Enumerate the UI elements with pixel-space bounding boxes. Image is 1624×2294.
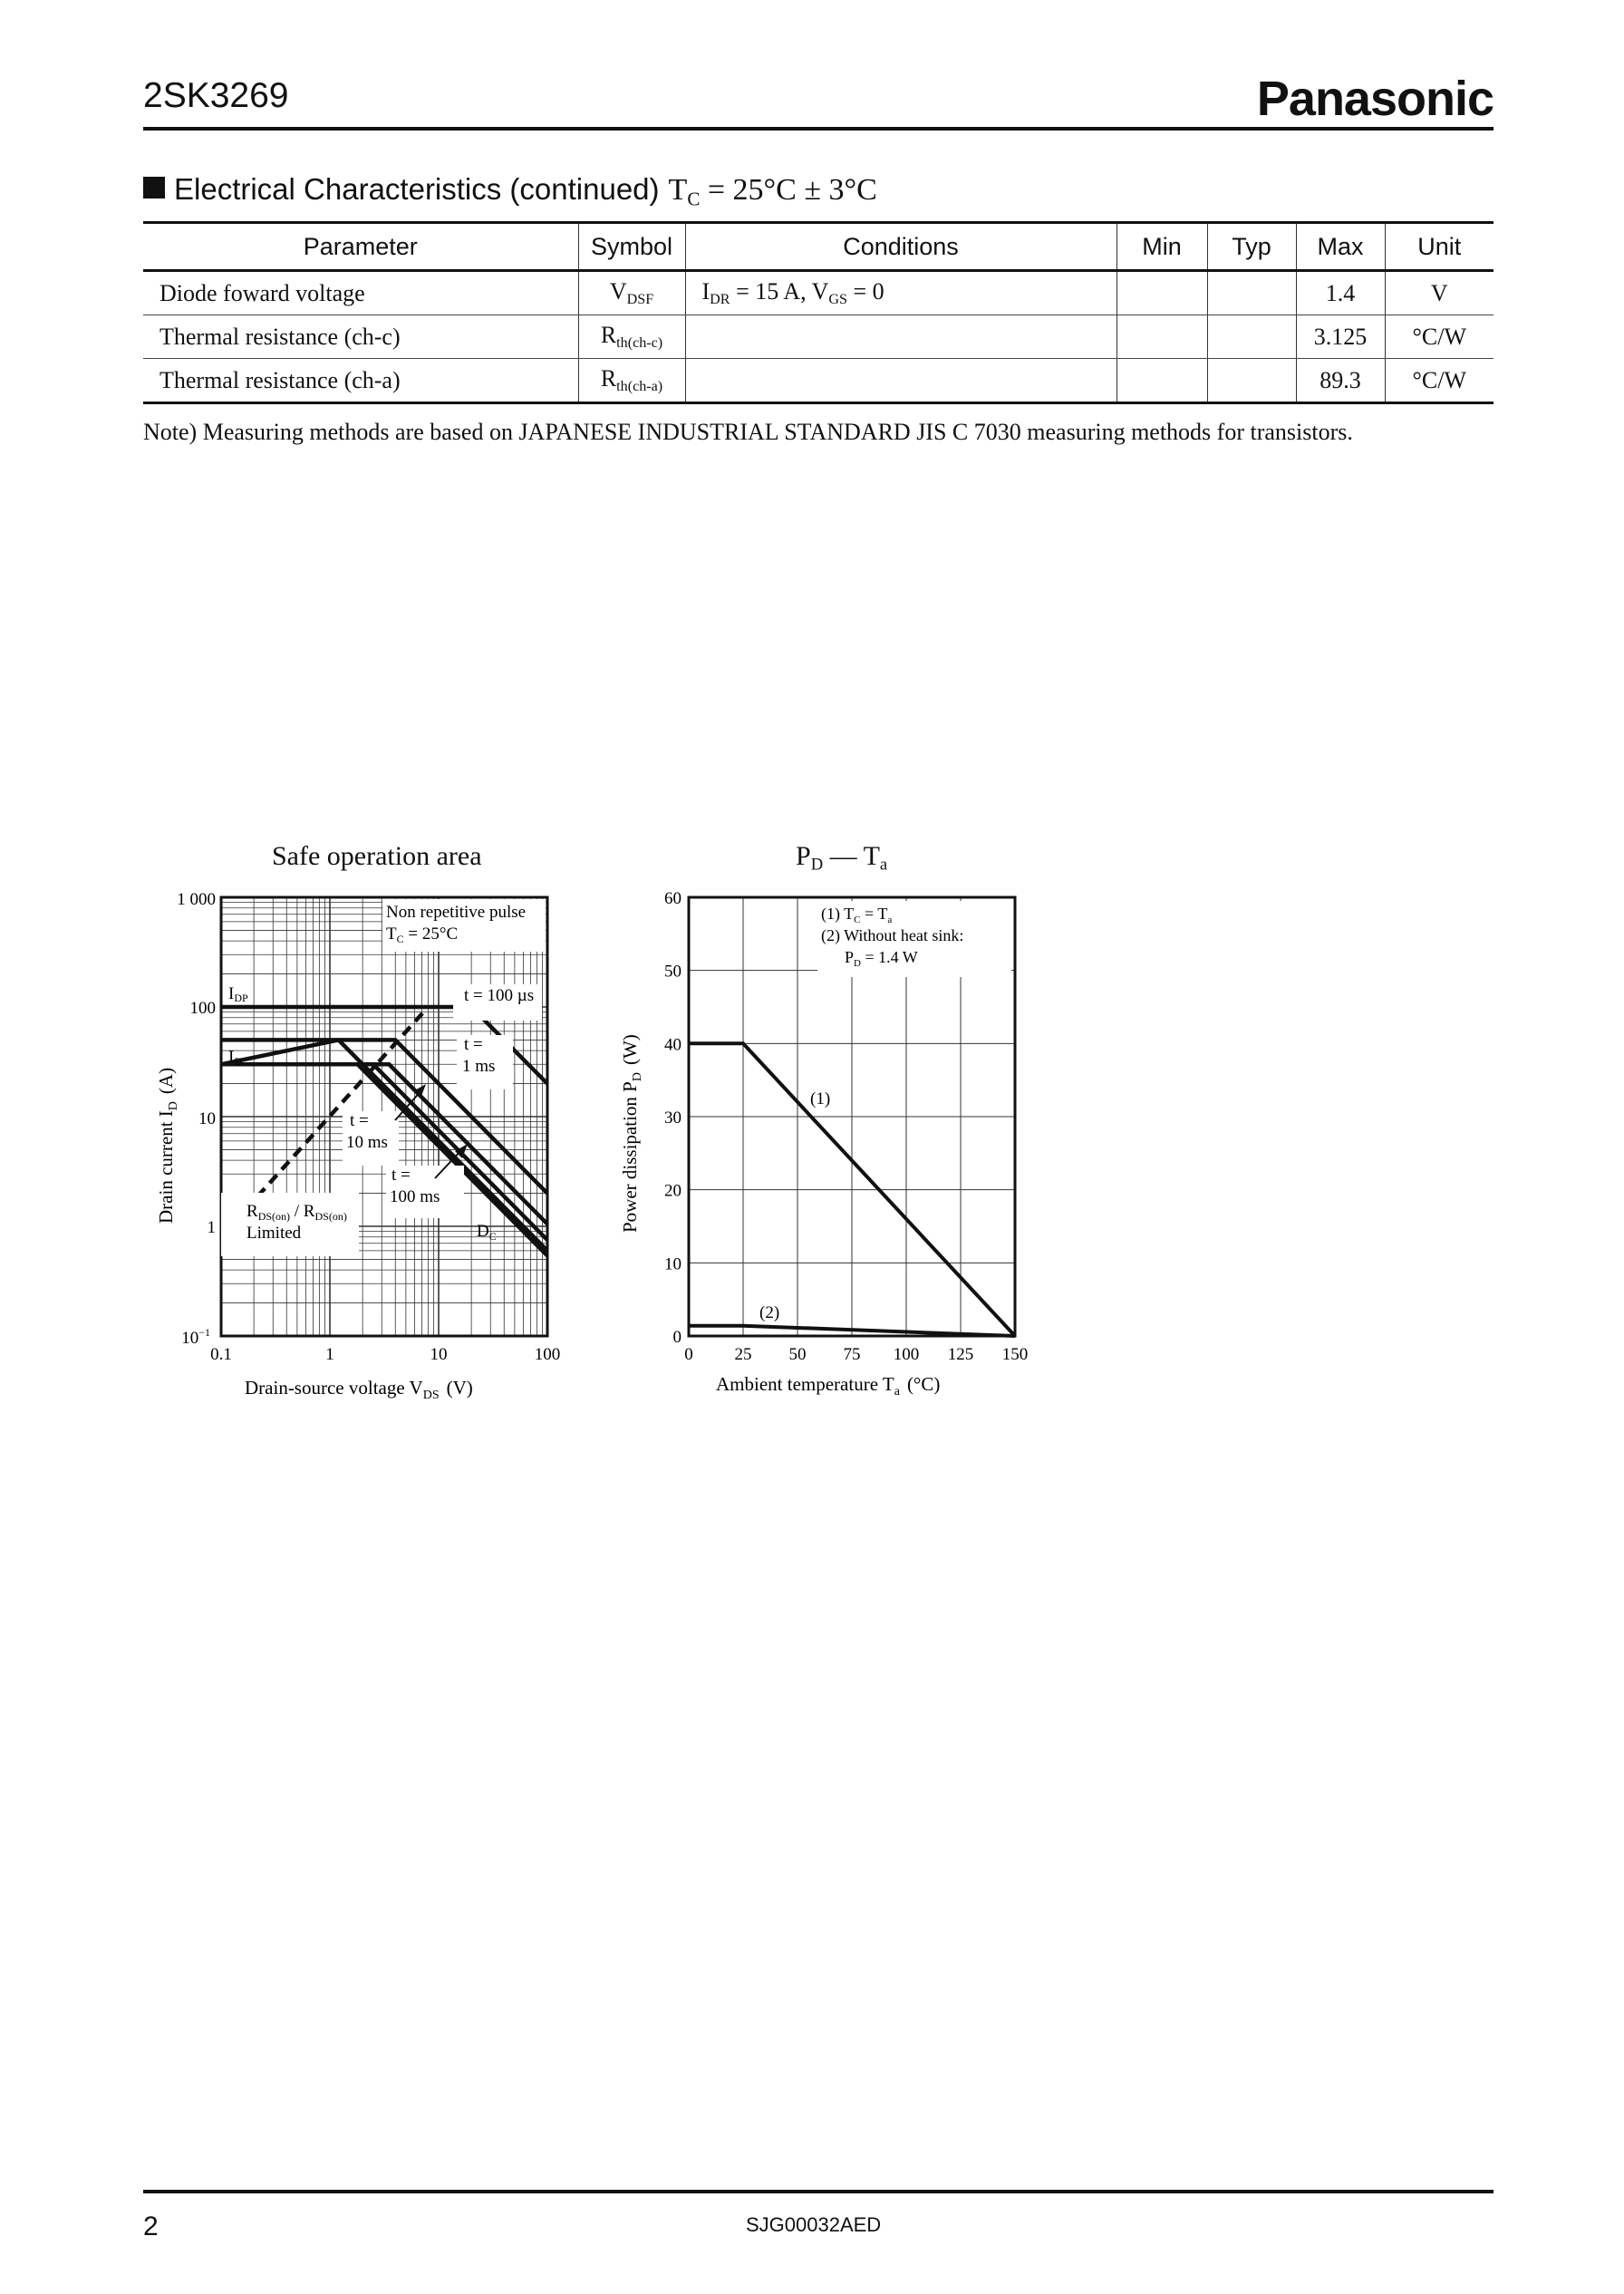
soa-t1ms-label-a: t = <box>464 1035 483 1054</box>
brand-logo: Panasonic <box>1256 72 1494 126</box>
section-title <box>143 172 877 210</box>
soa-chart-title: Safe operation area <box>272 841 482 871</box>
col-header-symbol: Symbol <box>578 223 685 271</box>
pd-ytick-label: 30 <box>664 1108 682 1128</box>
pd-ta-chart-title: $P_D$ — $T_a$ <box>796 841 888 875</box>
soa-ytick-1000: 1 000 <box>177 890 216 909</box>
soa-xtick-100: 100 <box>534 1345 561 1364</box>
pd-xtick-label: 0 <box>684 1345 693 1364</box>
cell-symbol: $V_{DSF}$ <box>578 271 685 315</box>
pd-ytick-label: 40 <box>664 1035 682 1055</box>
pd-xtick-label: 75 <box>843 1345 861 1364</box>
soa-id-label: ID <box>228 1048 242 1068</box>
page-number: 2 <box>143 2212 159 2241</box>
pd-ytick-label: 0 <box>672 1328 682 1347</box>
soa-t100ms-label-a: t = <box>392 1166 411 1185</box>
cell-typ <box>1207 315 1296 359</box>
col-header-parameter: Parameter <box>143 223 578 271</box>
cell-max: 89.3 <box>1296 359 1385 403</box>
cell-symbol: $R_{th(ch-a)}$ <box>578 359 685 403</box>
measurement-note: Note) Measuring methods are based on JAPANESE INDUSTRIAL STANDARD JIS C 7030 measuring methods for transistors. <box>143 419 1353 445</box>
pd-legend-2: (2) Without heat sink: <box>821 926 964 944</box>
soa-t1ms-label-b: 1 ms <box>462 1057 496 1076</box>
col-header-max: Max <box>1296 223 1385 271</box>
pd-legend-1: (1) $T_C = T_a$ <box>821 905 893 925</box>
pd-ytick-label: 10 <box>664 1254 682 1274</box>
soa-ylabel: Drain current $I_D(A)$ <box>155 1067 180 1224</box>
table-row <box>143 359 1494 403</box>
footer-rule <box>143 2190 1494 2193</box>
pd-legend-3: $P_D = 1.4$ W <box>845 948 918 969</box>
pd-xtick-label: 100 <box>893 1345 920 1364</box>
section-title-text: Electrical Characteristics (continued) <box>174 172 660 206</box>
soa-rds-label: $R_{DS(on)} / R_{DS(on)}$ <box>246 1202 347 1223</box>
col-header-conditions: Conditions <box>685 223 1116 271</box>
table-row <box>143 271 1494 315</box>
soa-xlabel: Drain-source voltage $V_{DS}$ (V) <box>245 1377 473 1402</box>
cell-typ <box>1207 359 1296 403</box>
pd-ytick-label: 50 <box>664 962 682 982</box>
table-header-row <box>143 223 1494 271</box>
soa-ytick-100: 100 <box>189 999 216 1018</box>
square-bullet-icon <box>143 177 165 198</box>
cell-parameter: Thermal resistance (ch-a) <box>143 359 578 403</box>
pd-series1-label: (1) <box>810 1089 831 1108</box>
soa-dc-label: $D_C$ <box>477 1222 497 1243</box>
pd-xtick-label: 150 <box>1001 1345 1029 1364</box>
cell-parameter: Thermal resistance (ch-c) <box>143 315 578 359</box>
cell-unit: V <box>1385 271 1494 315</box>
cell-symbol: $R_{th(ch-c)}$ <box>578 315 685 359</box>
pd-xtick-label: 25 <box>734 1345 752 1364</box>
soa-t10ms-label-a: t = <box>350 1111 369 1130</box>
soa-t100ms-label-b: 100 ms <box>390 1187 440 1206</box>
pd-ylabel: Power dissipation $P_D(W)$ <box>619 1034 644 1233</box>
soa-tc-label: $T_C = 25^\circ C$ <box>386 924 459 945</box>
electrical-characteristics-table <box>143 221 1494 404</box>
pd-xtick-label: 50 <box>788 1345 807 1364</box>
pd-xlabel: Ambient temperature $T_a$ (°C) <box>716 1373 941 1399</box>
pd-ta-chart <box>598 879 1051 1459</box>
cell-min <box>1116 359 1207 403</box>
soa-ytick-1: 1 <box>207 1218 216 1237</box>
soa-xtick-1: 1 <box>325 1345 334 1364</box>
cell-parameter: Diode foward voltage <box>143 271 578 315</box>
section-condition: $T_C = 25^\circ C \pm 3^\circ C$ <box>668 173 877 210</box>
soa-ytick-10: 10 <box>198 1109 216 1128</box>
col-header-typ: Typ <box>1207 223 1296 271</box>
pd-ytick-label: 60 <box>664 889 682 908</box>
soa-chart <box>145 879 598 1459</box>
cell-conditions: $I_{DR} = 15$ A, $V_{GS} = 0$ <box>685 271 1116 315</box>
cell-min <box>1116 315 1207 359</box>
cell-unit: °C/W <box>1385 315 1494 359</box>
pd-xtick-label: 125 <box>947 1345 974 1364</box>
cell-min <box>1116 271 1207 315</box>
document-code: SJG00032AED <box>746 2213 882 2236</box>
cell-unit: °C/W <box>1385 359 1494 403</box>
col-header-unit: Unit <box>1385 223 1494 271</box>
cell-max: 1.4 <box>1296 271 1385 315</box>
col-header-min: Min <box>1116 223 1207 271</box>
pd-ytick-label: 20 <box>664 1181 682 1201</box>
cell-conditions <box>685 315 1116 359</box>
soa-limited-label: Limited <box>246 1224 302 1243</box>
page-header <box>143 71 1494 132</box>
soa-t10ms-label-b: 10 ms <box>346 1133 388 1152</box>
part-number: 2SK3269 <box>143 76 289 115</box>
table-row <box>143 315 1494 359</box>
soa-t100us-label: t = 100 µs <box>464 986 535 1005</box>
soa-xtick-0.1: 0.1 <box>210 1345 232 1364</box>
soa-ytick-0.1: $10^{-1}$ <box>181 1326 210 1348</box>
soa-pulse-label: Non repetitive pulse <box>386 903 527 922</box>
soa-idp-label: IDP <box>228 984 248 1004</box>
cell-conditions <box>685 359 1116 403</box>
header-rule <box>143 127 1494 131</box>
pd-series2-label: (2) <box>759 1303 780 1322</box>
cell-max: 3.125 <box>1296 315 1385 359</box>
cell-typ <box>1207 271 1296 315</box>
soa-xtick-10: 10 <box>430 1345 448 1364</box>
